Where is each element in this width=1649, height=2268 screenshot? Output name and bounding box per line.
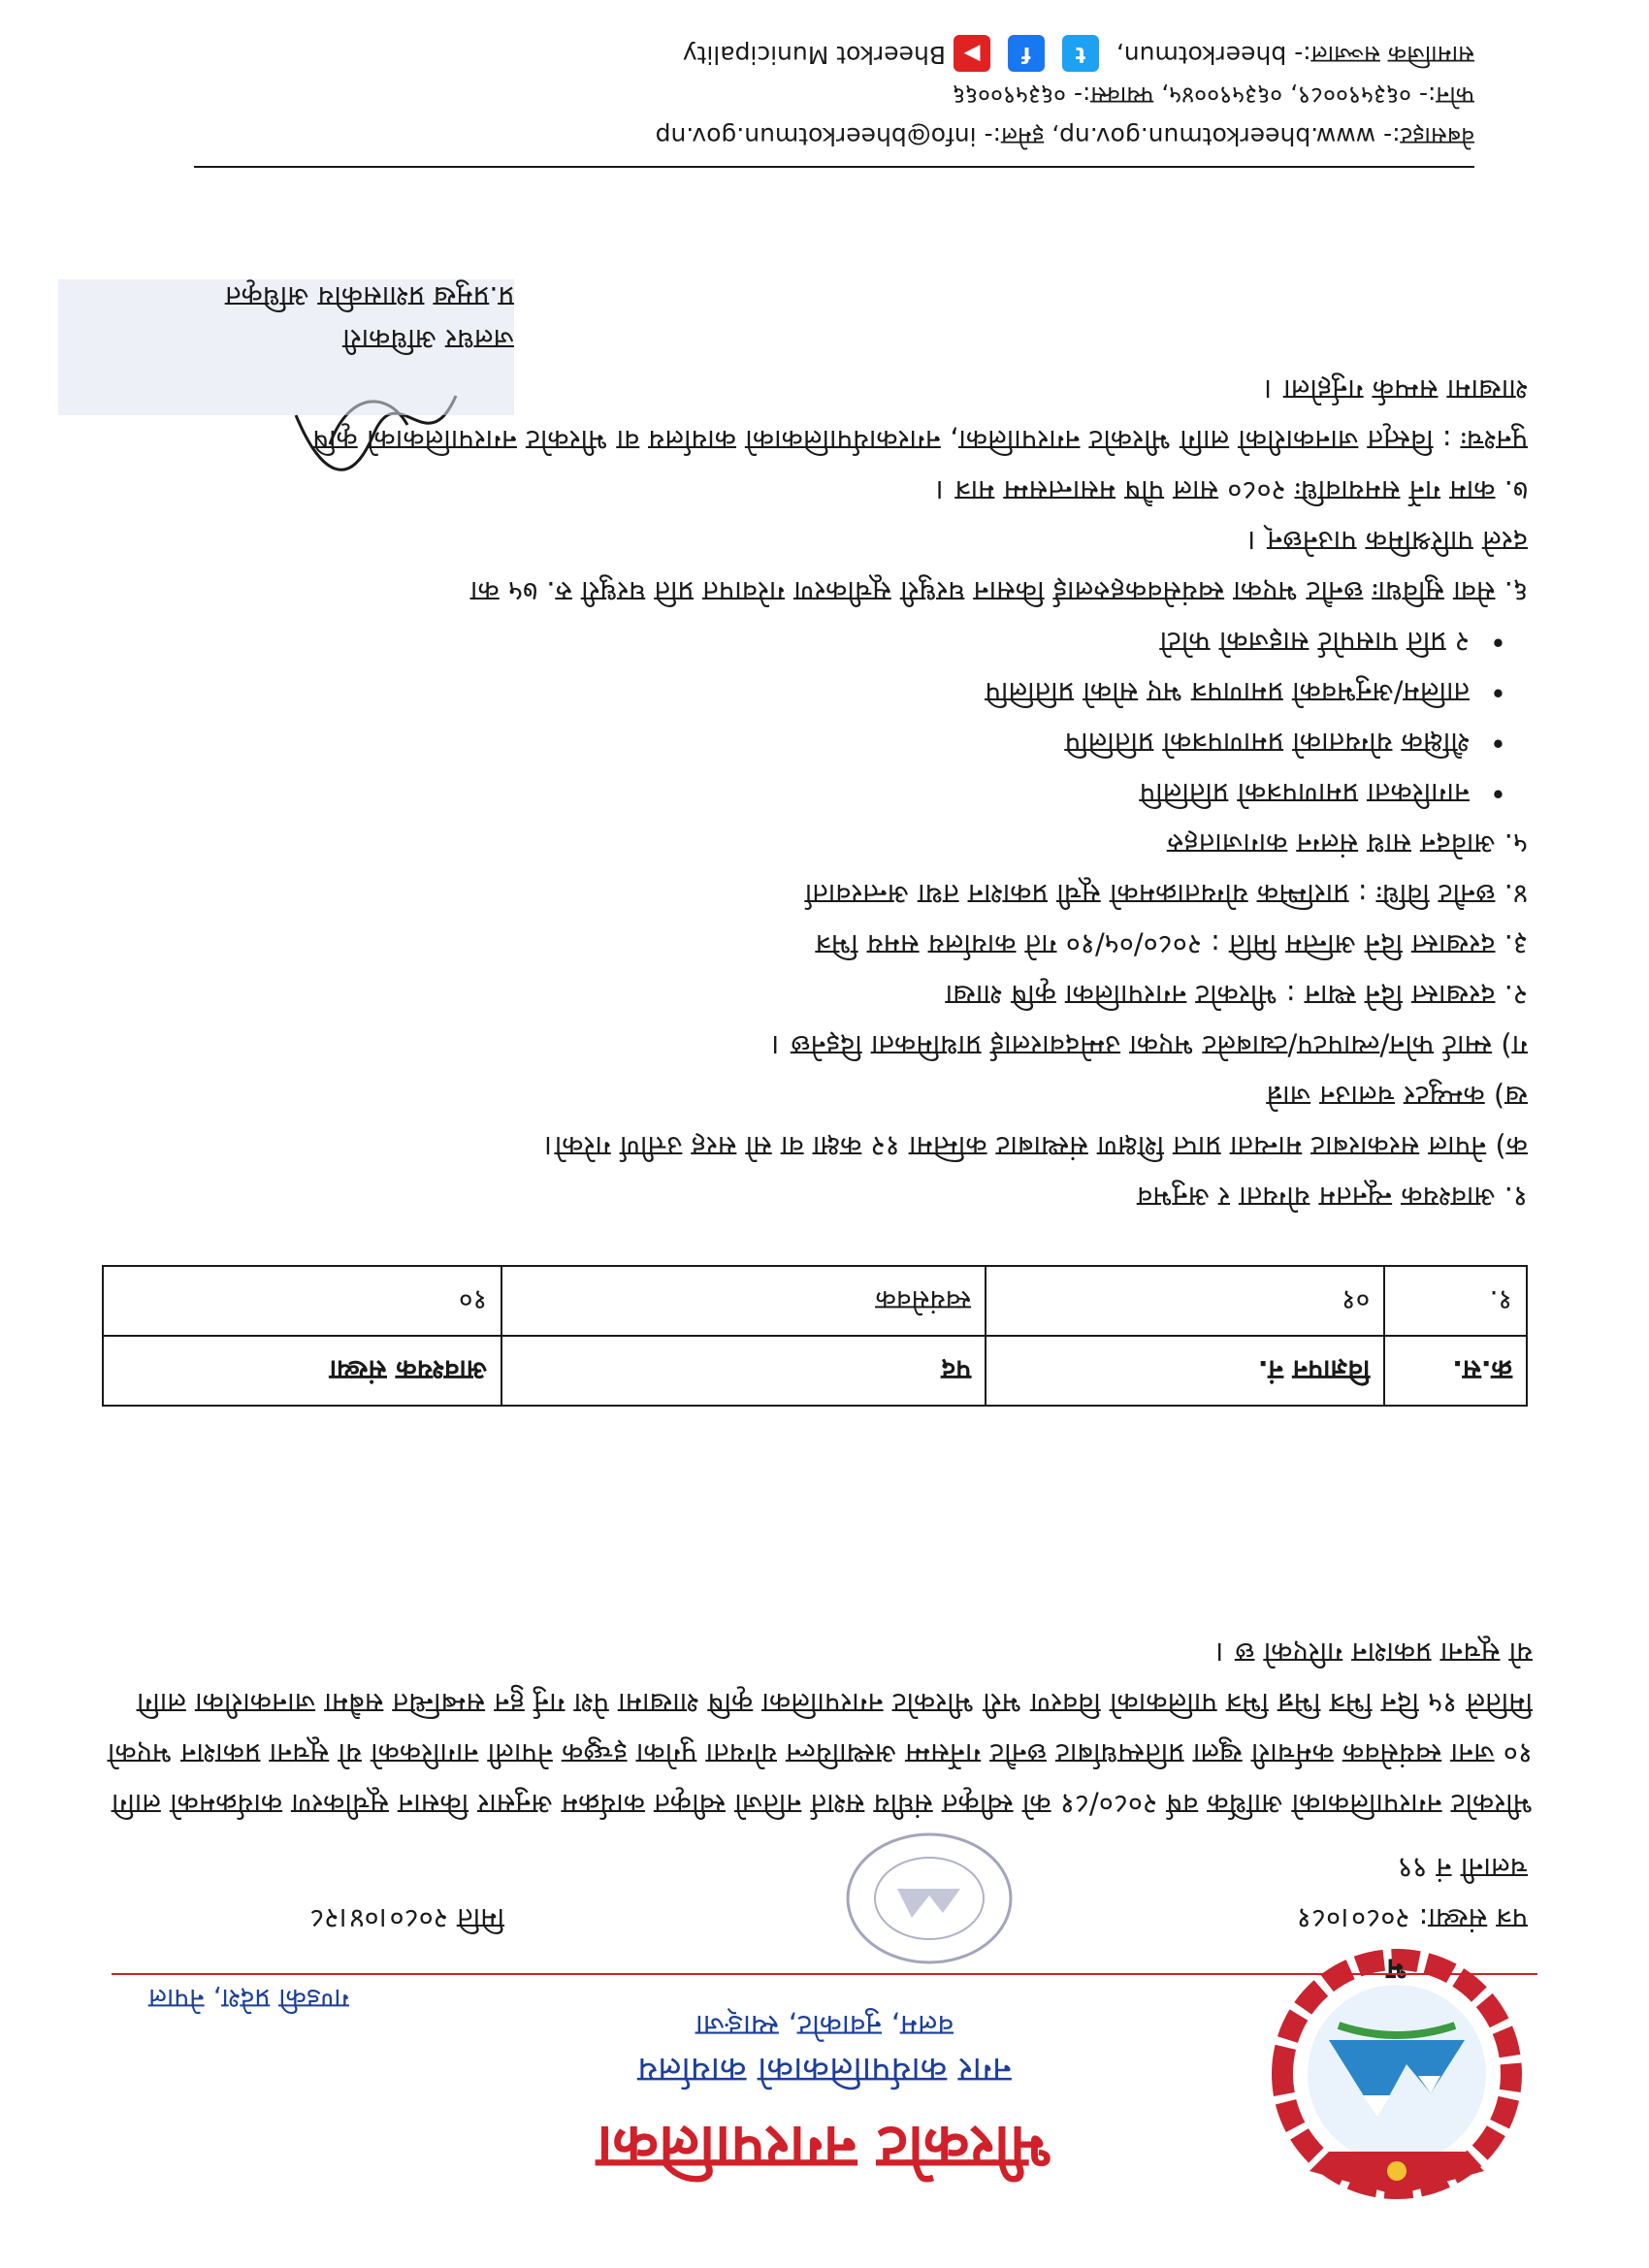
dispatch-number (1398, 1850, 1528, 1888)
cell-post: स्वयंसेवक (501, 1266, 986, 1336)
requirement-item: क) नेपाल सरकारबाट मान्यता प्राप्त शिक्षण संस्थाबाट कम्तिमा १२ कक्षा वा सो सरह उत्तीर्ण गरेको। (543, 1130, 1528, 1163)
service-benefit-line: ६. सेवा सुविधाः छनौट भएका स्वयंसेवकहरुलाई किसान घरधुरी सूचीकरण गरेवापत प्रति घरधुरी रु. ७५ का (469, 575, 1528, 608)
documents-heading: ५. आवेदन साथ संलग्न कागजातहरु (1167, 827, 1528, 860)
note-line-2: शाखामा सम्पर्क गर्नुहोला । (1263, 373, 1528, 406)
requirement-item: ख) कम्प्युटर चलाउन जान्ने (1266, 1080, 1528, 1113)
province-line: गण्डकी प्रदेश, नेपाल (147, 1983, 349, 2015)
cell-advert-no: ०१ (986, 1266, 1384, 1336)
table-header-row (103, 1336, 1527, 1406)
col-advert-no: विज्ञापन नं. (986, 1336, 1384, 1406)
emblem-letter: भ (1386, 1952, 1407, 1986)
col-post: पद (501, 1336, 986, 1406)
cell-required-count: १० (103, 1266, 501, 1336)
vacancy-table (102, 1265, 1528, 1407)
work-duration: ७. काम गर्ने समयावधिः २०८० साल पौष मसान्तसम्म मात्र । (935, 474, 1528, 507)
office-subtitle: नगर कार्यपालिकाको कार्यालय (637, 2050, 1012, 2090)
document-item: • शैक्षिक योग्यताको प्रमाणपत्रको प्रतिलिपि (112, 718, 1528, 768)
twitter-icon[interactable]: t (1062, 35, 1099, 72)
social-label: सामाजिक सञ्जाल:- bheerkotmun, (1116, 41, 1474, 69)
office-seal-icon (839, 1826, 1018, 1971)
facebook-icon[interactable]: f (1008, 35, 1045, 72)
footer-divider (194, 166, 1474, 168)
requirements-heading: १. आवश्यक न्यूनतम योग्यता र अनुभव (1137, 1181, 1528, 1214)
footer-social (175, 35, 1474, 74)
footer-website: वेबसाइट:- www.bheerkotmun.gov.np, इमेल:- info@bheerkotmun.gov.np (655, 122, 1474, 150)
table-row (103, 1266, 1527, 1336)
col-sn: क्र.स. (1384, 1336, 1527, 1406)
signatory-name: जलधर अधिकारी (342, 323, 514, 356)
cell-sn: १. (1384, 1266, 1527, 1336)
document-item: • तालिम/अनुभवको प्रमाणपत्र भए सोको प्रतिलिपि (112, 667, 1528, 718)
note-line: पुनश्चः : विस्तृत जानकारीको लागि भीरकोट नगरपालिका, नगरकार्यपालिकाको कार्यालय वा भीरकोट नगरपालिकाको कृषि (312, 424, 1528, 457)
municipality-title: भीरकोट नगरपालिका (597, 2113, 1052, 2184)
letter-date (309, 1900, 504, 1938)
col-required-count: आवश्यक संख्या (103, 1336, 501, 1406)
reference-number (1297, 1900, 1528, 1938)
social-name: Bheerkot Municipality (682, 41, 947, 69)
dispatch-value: ९९ (1398, 1852, 1428, 1885)
youtube-icon[interactable]: ▶ (954, 35, 990, 72)
notice-paragraph: भीरकोट नगरपालिकाको आर्थिक वर्ष २०८०/८१ को स्वीकृत संघीय सशर्त नतिजो स्वीकृत कार्यक्रम अनुसार किसान सूचीकरण कार्यक्रमको लागि १० जना स्वयंसेवक कर्मचारी खुला प्रतिस्पर्धाबाट छनौट गर्नेसम्म अस्थायिल्न योग्यता पुगेका इच्छुक नेपाली नागरिकको यो सूचना प्रकाशन भएको मितिले १५ दिन भित्र भिन्न भित्र पालिकाको विवरण भरी भीरकोट नगरपालिका कृषि शाखामा पेश गर्नु हुन सम्बन्धित सबैमा जानकारीका लागि यो सूचना प्रकाशन गरिएको छ । (107, 1636, 1533, 1821)
service-benefit-line-2: दरले पारिश्रमिक पाउनेछन् । (1247, 525, 1528, 558)
date-value: २०८०।०४।२८ (309, 1902, 448, 1935)
document-item: • नागरिकता प्रमाणपत्रको प्रतिलिपि (112, 768, 1528, 819)
dispatch-label: चलानी नं (1436, 1852, 1528, 1885)
selection-method: ४. छनौट विधिः : प्रारम्भिक योग्यताक्रमको सूची प्रकाशन तथा अन्तरवार्ता (804, 878, 1528, 911)
reference-value: २०८०।०८१ (1296, 1902, 1410, 1935)
document-item: • २ प्रति पासपोर्ट साइजको फोटो (112, 617, 1528, 667)
header-divider (112, 1973, 1537, 1975)
application-place: २. दरखास्त दिने स्थान : भीरकोट नगरपालिका कृषि शाखा (945, 979, 1528, 1012)
application-deadline: ३. दरखास्त दिने अन्तिम मिति : २०८०/०५/१० गते कार्यालय समय भित्र (815, 928, 1528, 961)
date-label: मिति (457, 1902, 504, 1935)
footer-phone: फोन:- ०६३५९००८९, ०६३५९००४५, फ्याक्स:- ०६३५९००६६ (953, 81, 1474, 110)
requirements-section (112, 365, 1528, 1222)
signatory-title: प्र.प्रमुख प्रशासकीय अधिकृत (225, 280, 514, 313)
office-address: वलम, नुवाकोट, स्याङ्जा (695, 2008, 954, 2042)
reference-label: पत्र संख्या: (1418, 1902, 1528, 1935)
requirement-item: ग) स्मार्ट फोन/ल्यापटप/ट्याबलेट भएका उम्मेदवारलाई प्राथमिकता दिइनेछ । (770, 1029, 1528, 1062)
